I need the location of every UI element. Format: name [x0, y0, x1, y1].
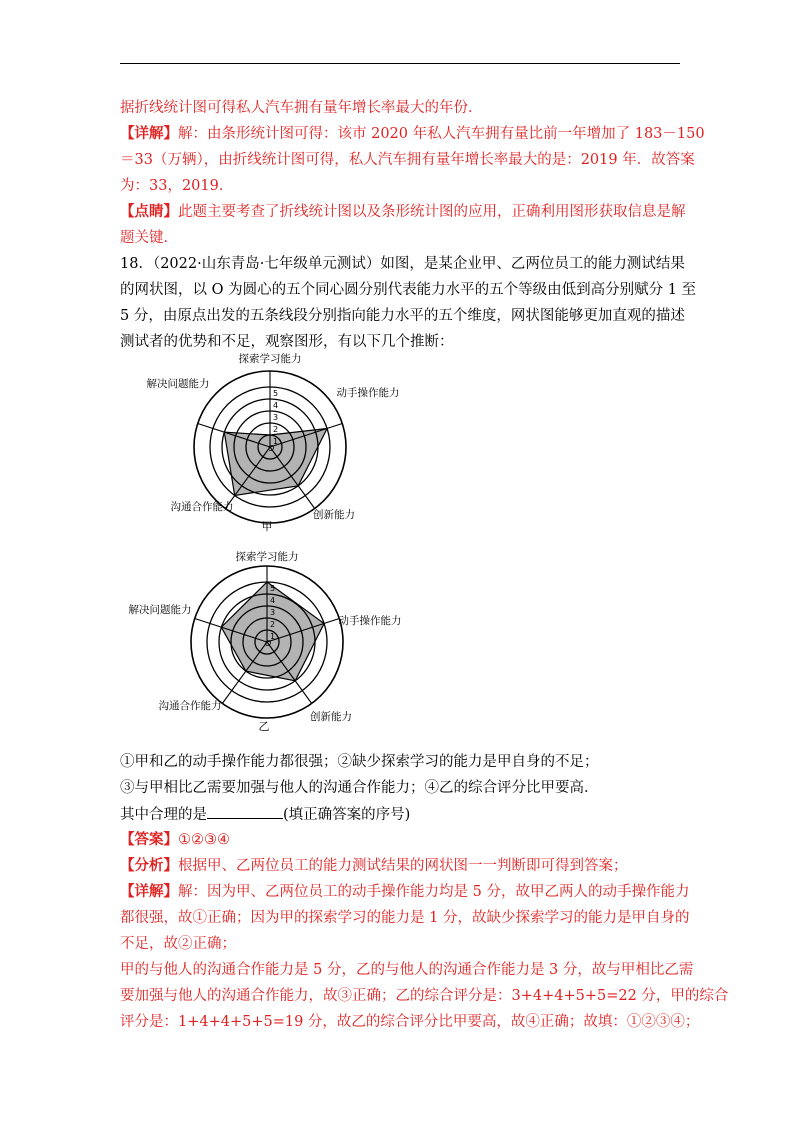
- detail-line: 要加强与他人的沟通合作能力，故③正确；乙的综合评分是：3+4+4+5+5=22 分，甲的综合: [120, 988, 729, 1004]
- axis-label: 沟通合作能力: [170, 501, 234, 513]
- text-line: 为：33，2019．: [120, 178, 234, 194]
- ring-label: 2: [273, 425, 279, 434]
- question-line: 5 分，由原点出发的五条线段分别指向能力水平的五个维度，网状图能够更加直观的描述: [120, 308, 685, 324]
- axis-label: 解决问题能力: [128, 604, 192, 616]
- axis-label: 探索学习能力: [238, 353, 302, 365]
- ring-label: 3: [270, 608, 276, 617]
- statement-line: 其中合理的是 (填正确答案的序号): [120, 804, 690, 825]
- center-label: O: [265, 639, 272, 648]
- header-rule: [120, 63, 680, 64]
- axis-label: 动手操作能力: [336, 387, 400, 399]
- detail-line: 甲的与他人的沟通合作能力是 5 分，乙的与他人的沟通合作能力是 3 分，故与甲相比乙需: [120, 962, 694, 978]
- chart-title: 甲: [261, 520, 273, 533]
- axis-label: 探索学习能力: [235, 551, 299, 563]
- radar-chart-jia: [120, 350, 400, 535]
- text-line: 据折线统计图可得私人汽车拥有量年增长率最大的年份．: [120, 100, 483, 116]
- text-line: 【点睛】此题主要考查了折线统计图以及条形统计图的应用，正确利用图形获取信息是解: [120, 203, 686, 220]
- axis-label: 解决问题能力: [146, 378, 210, 390]
- ring-label: 4: [273, 401, 279, 410]
- center-label: O: [268, 444, 275, 453]
- detail-tag: 【详解】: [120, 125, 178, 142]
- ring-label: 5: [273, 389, 279, 398]
- text-line: 题关键．: [120, 230, 178, 246]
- ring-label: 1: [270, 632, 276, 641]
- answer-blank: [207, 804, 283, 819]
- ring-label: 5: [270, 584, 276, 593]
- comment-tag: 【点睛】: [120, 203, 178, 220]
- question-line: 的网状图，以 O 为圆心的五个同心圆分别代表能力水平的五个等级由低到高分别赋分 1 至: [120, 282, 697, 298]
- axis-label: 创新能力: [310, 711, 352, 723]
- ring-label: 2: [270, 620, 276, 629]
- statement-line: ③与甲相比乙需要加强与他人的沟通合作能力；④乙的综合评分比甲要高．: [120, 780, 599, 796]
- answer-tag: 【答案】: [120, 831, 178, 848]
- axis-label: 创新能力: [313, 509, 355, 521]
- detail-line: 都很强，故①正确；因为甲的探索学习的能力是 1 分，故缺少探索学习的能力是甲自身的: [120, 910, 690, 926]
- radar-chart-yi: [120, 548, 402, 734]
- question-line: 测试者的优势和不足，观察图形，有以下几个推断：: [120, 334, 454, 350]
- analysis-line: 【分析】根据甲、乙两位员工的能力测试结果的网状图一一判断即可得到答案；: [120, 857, 628, 874]
- analysis-tag: 【分析】: [120, 857, 178, 874]
- axis-label: 动手操作能力: [338, 615, 402, 627]
- ring-label: 1: [273, 437, 279, 446]
- text-line: 【详解】解：由条形统计图可得：该市 2020 年私人汽车拥有量比前一年增加了 183－150: [120, 125, 705, 142]
- question-line: 18．（2022·山东青岛·七年级单元测试）如图，是某企业甲、乙两位员工的能力测试结果: [120, 256, 685, 272]
- answer-line: 【答案】①②③④: [120, 831, 230, 848]
- text-line: ＝33（万辆），由折线统计图可得，私人汽车拥有量年增长率最大的是：2019 年．故答案: [120, 152, 695, 168]
- detail-tag: 【详解】: [120, 883, 178, 900]
- detail-line: 评分是：1+4+4+5+5=19 分，故乙的综合评分比甲要高，故④正确；故填：①②③④；: [120, 1014, 700, 1030]
- chart-title: 乙: [258, 720, 270, 733]
- ring-label: 4: [270, 596, 276, 605]
- ring-label: 3: [273, 413, 279, 422]
- detail-line: 【详解】解：因为甲、乙两位员工的动手操作能力均是 5 分，故甲乙两人的动手操作能力: [120, 883, 690, 900]
- detail-line: 不足，故②正确；: [120, 936, 236, 952]
- statement-line: ①甲和乙的动手操作能力都很强；②缺少探索学习的能力是甲自身的不足；: [120, 754, 599, 770]
- axis-label: 沟通合作能力: [158, 700, 222, 712]
